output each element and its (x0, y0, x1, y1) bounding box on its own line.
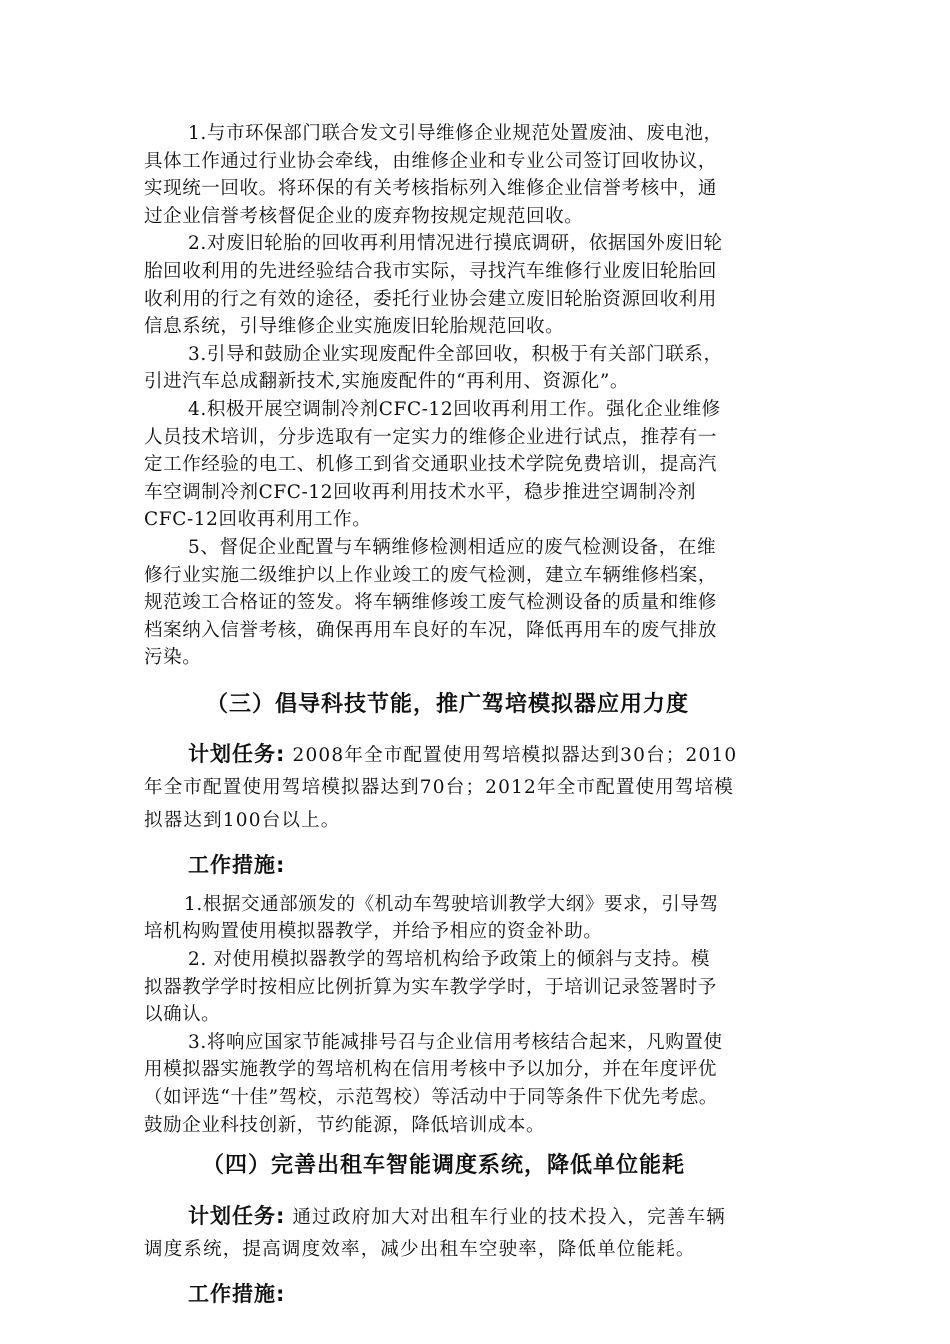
text-line: 4.积极开展空调制冷剂CFC-12回收再利用工作。强化企业维修 (188, 398, 721, 420)
text-line: 人员技术培训，分步选取有一定实力的维修企业进行试点，推荐有一 (144, 426, 718, 448)
task-label: 计划任务: (188, 741, 286, 766)
text-line: 拟器教学学时按相应比例折算为实车教学学时，于培训记录签署时予 (144, 976, 718, 998)
text-line: 具体工作通过行业协会牵线，由维修企业和专业公司签订回收协议， (144, 150, 718, 172)
text-line: 5、督促企业配置与车辆维修检测相适应的废气检测设备，在维 (188, 536, 717, 558)
task-text: 通过政府加大对出租车行业的技术投入，完善车辆 (285, 1207, 726, 1229)
text-line: 用模拟器实施教学的驾培机构在信用考核中予以加分，并在年度评优 (144, 1059, 718, 1081)
task-label: 计划任务: (188, 1204, 286, 1229)
env-item-5 (144, 534, 806, 672)
env-item-4 (144, 396, 806, 534)
text-line: （如评选“十佳”驾校，示范驾校）等活动中于同等条件下优先考虑。 (144, 1087, 719, 1109)
task-line (144, 1200, 806, 1233)
section-4-task (144, 1200, 806, 1266)
text-line: 1.根据交通部颁发的《机动车驾驶培训教学大纲》要求，引导驾 (184, 893, 719, 915)
text-line: 过企业信誉考核督促企业的废弃物按规定规范回收。 (144, 205, 584, 227)
env-item-3 (144, 341, 806, 396)
text-line: 污染。 (144, 647, 202, 669)
text-line: 以确认。 (144, 1004, 221, 1026)
task-line: 年全市配置使用驾培模拟器达到70台；2012年全市配置使用驾培模 (144, 776, 735, 798)
section-3-heading: （三）倡导科技节能，推广驾培模拟器应用力度 (206, 691, 690, 717)
text-line: 3.引导和鼓励企业实现废配件全部回收，积极于有关部门联系， (188, 343, 723, 365)
text-line: 档案纳入信誉考核，确保再用车良好的车况，降低再用车的废气排放 (144, 619, 718, 641)
task-line: 拟器达到100台以上。 (144, 809, 341, 831)
text-line: CFC-12回收再利用工作。 (144, 509, 372, 531)
text-line: 引进汽车总成翻新技术,实施废配件的“再利用、资源化”。 (144, 371, 629, 393)
text-line: 培机构购置使用模拟器教学，并给予相应的资金补助。 (144, 921, 603, 943)
task-text: 2008年全市配置使用驾培模拟器达到30台；2010 (285, 744, 738, 766)
section-3-task (144, 738, 806, 837)
text-line: 3.将响应国家节能减排号召与企业信用考核结合起来，凡购置使 (188, 1031, 723, 1053)
env-item-2 (144, 230, 806, 340)
text-line: 鼓励企业科技创新，节约能源，降低培训成本。 (144, 1114, 546, 1136)
text-line: 定工作经验的电工、机修工到省交通职业技术学院免费培训，提高汽 (144, 454, 718, 476)
env-item-1 (144, 120, 806, 230)
text-line: 2. 对使用模拟器教学的驾培机构给予政策上的倾斜与支持。模 (188, 949, 710, 971)
text-line: 规范竣工合格证的签发。将车辆维修竣工废气检测设备的质量和维修 (144, 592, 718, 614)
section-4-measures-label: 工作措施: (188, 1282, 286, 1307)
task-line (144, 738, 806, 771)
text-line: 2.对废旧轮胎的回收再利用情况进行摸底调研，依据国外废旧轮 (188, 233, 723, 255)
section-4-heading: （四）完善出租车智能调度系统，降低单位能耗 (202, 1153, 686, 1179)
section-3-measures-label: 工作措施: (188, 852, 286, 877)
text-line: 信息系统，引导维修企业实施废旧轮胎规范回收。 (144, 316, 565, 338)
section-3-measures (144, 891, 806, 1139)
text-line: 车空调制冷剂CFC-12回收再利用技术水平，稳步推进空调制冷剂 (144, 481, 697, 503)
document-page (144, 120, 806, 1310)
text-line: 胎回收利用的先进经验结合我市实际，寻找汽车维修行业废旧轮胎回 (144, 260, 718, 282)
text-line: 修行业实施二级维护以上作业竣工的废气检测，建立车辆维修档案， (144, 564, 718, 586)
text-line: 1.与市环保部门联合发文引导维修企业规范处置废油、废电池， (188, 123, 723, 144)
text-line: 收利用的行之有效的途径，委托行业协会建立废旧轮胎资源回收利用 (144, 288, 718, 310)
task-line: 调度系统，提高调度效率，减少出租车空驶率，降低单位能耗。 (144, 1239, 696, 1261)
text-line: 实现统一回收。将环保的有关考核指标列入维修企业信誉考核中，通 (144, 178, 718, 200)
